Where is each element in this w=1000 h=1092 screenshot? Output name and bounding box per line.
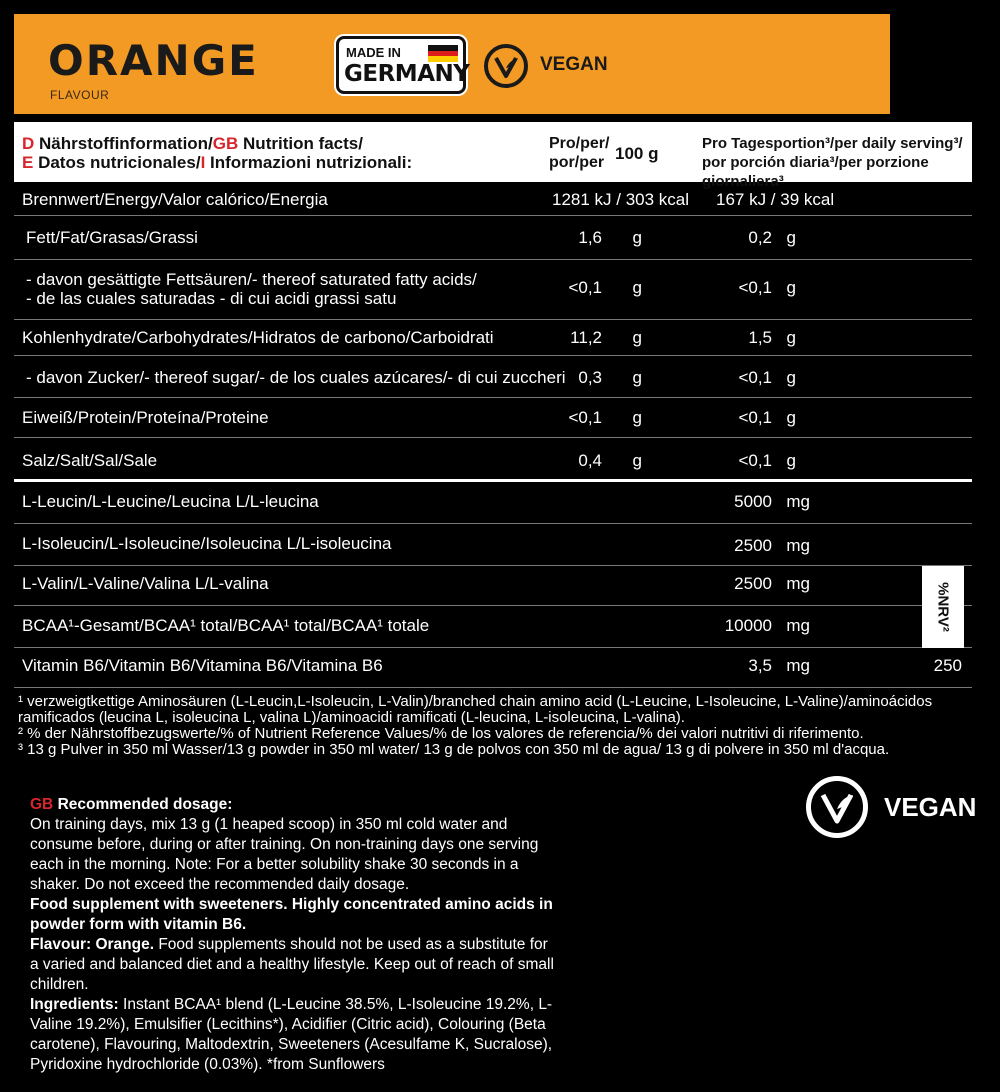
row-serving-unit: g xyxy=(786,451,796,470)
row-per100-unit: g xyxy=(632,368,642,387)
row-label: L-Leucin/L-Leucine/Leucina L/L-leucina xyxy=(22,492,319,511)
header-label-line2: Datos nutricionales/ xyxy=(38,153,201,172)
header-label-line1: Nährstoffinformation/ xyxy=(39,134,213,153)
flavour-title: ORANGE xyxy=(48,36,259,85)
row-label: BCAA¹-Gesamt/BCAA¹ total/BCAA¹ total/BCAA¹ totale xyxy=(22,616,430,635)
row-serving: 2500 xyxy=(734,574,772,593)
row-per100-unit: g xyxy=(632,451,642,470)
row-serving: 3,5 xyxy=(748,656,772,675)
warning-text: Food supplements should not be used as a substitute for a varied and balanced diet and a healthy lifestyle. Keep out of reach of small children. xyxy=(30,936,554,993)
lang-code-d: D xyxy=(22,134,35,153)
vegan-big-label: VEGAN xyxy=(884,792,977,822)
dosage-title: Recommended dosage: xyxy=(57,796,233,813)
row-label xyxy=(26,270,477,308)
row-serving-unit: mg xyxy=(786,656,810,675)
row-per100: <0,1 xyxy=(568,278,602,297)
serving-line2: por porción diaria³/per porzione giornaliera³ xyxy=(702,154,929,190)
row-serving-unit: g xyxy=(786,328,796,347)
nrv-label: %NRV² xyxy=(934,582,952,632)
table-row xyxy=(14,438,972,482)
per-100g-header xyxy=(549,134,609,172)
row-serving: <0,1 xyxy=(738,278,772,297)
table-row xyxy=(14,524,972,566)
row-label-line2: - de las cuales saturadas - di cui acidi grassi satu xyxy=(26,289,397,308)
flavour-paragraph xyxy=(30,935,560,995)
row-per100-unit: g xyxy=(632,408,642,427)
row-serving-unit: g xyxy=(786,228,796,247)
row-serving: 1,5 xyxy=(748,328,772,347)
row-per100-unit: g xyxy=(632,228,642,247)
row-label: - davon Zucker/- thereof sugar/- de los cuales azúcares/- di cui zuccheri xyxy=(26,368,566,387)
ingredients-paragraph xyxy=(30,995,560,1075)
footnotes xyxy=(18,694,978,758)
lang-code-e: E xyxy=(22,153,34,172)
row-label: Kohlenhydrate/Carbohydrates/Hidratos de carbono/Carboidrati xyxy=(22,328,494,347)
nrv-header xyxy=(922,566,964,648)
row-serving: 2500 xyxy=(734,536,772,555)
row-serving: <0,1 xyxy=(738,368,772,387)
supplement-note: Food supplement with sweeteners. Highly concentrated amino acids in powder form with vitamin B6. xyxy=(30,896,553,933)
nutrition-table xyxy=(14,122,972,690)
row-per100-unit: g xyxy=(632,328,642,347)
german-flag-icon xyxy=(428,45,458,62)
row-per100: 11,2 xyxy=(570,328,602,347)
dosage-heading xyxy=(30,795,560,815)
dosage-country-code: GB xyxy=(30,796,54,813)
table-row xyxy=(14,566,972,606)
footnote: ² % der Nährstoffbezugswerte/% of Nutrient Reference Values/% de los valores de referencia/% dei valori nutritivi di riferimento. xyxy=(18,725,864,742)
made-in-label: MADE IN xyxy=(346,45,401,60)
table-row xyxy=(14,182,972,216)
row-label: Eiweiß/Protein/Proteína/Proteine xyxy=(22,408,269,427)
row-nrv: 250 xyxy=(933,656,962,675)
flavour-label: Flavour: Orange. xyxy=(30,936,155,953)
country-label: GERMANY xyxy=(344,61,470,87)
header-label-line2b: Informazioni nutrizionali: xyxy=(210,153,413,172)
row-label-line1: - davon gesättigte Fettsäuren/- thereof saturated fatty acids/ xyxy=(26,270,477,289)
serving-line1: Pro Tagesportion³/per daily serving³/ xyxy=(702,135,963,152)
table-row xyxy=(14,320,972,356)
table-row xyxy=(14,606,972,648)
row-serving: 10000 xyxy=(724,616,772,635)
row-serving: 167 kJ / 39 kcal xyxy=(716,190,835,209)
lang-code-gb: GB xyxy=(212,134,239,153)
row-per100: 0,3 xyxy=(578,368,602,387)
table-row xyxy=(14,398,972,438)
row-serving: <0,1 xyxy=(738,451,772,470)
made-in-germany-badge xyxy=(336,36,470,94)
row-serving: 0,2 xyxy=(748,228,772,247)
ingredients-label: Ingredients: xyxy=(30,996,119,1013)
table-header-label xyxy=(22,134,412,172)
row-serving: 5000 xyxy=(734,492,772,511)
row-per100-unit: g xyxy=(632,278,642,297)
row-per100: 0,4 xyxy=(578,451,602,470)
row-serving-unit: g xyxy=(786,408,796,427)
flavour-subtitle: FLAVOUR xyxy=(50,88,110,102)
table-row xyxy=(14,356,972,398)
row-per100: <0,1 xyxy=(568,408,602,427)
row-serving-unit: mg xyxy=(786,492,810,511)
row-label: L-Valin/L-Valine/Valina L/L-valina xyxy=(22,574,269,593)
row-serving-unit: g xyxy=(786,278,796,297)
table-row xyxy=(14,260,972,320)
row-serving-unit: g xyxy=(786,368,796,387)
footnote: ³ 13 g Pulver in 350 ml Wasser/13 g powder in 350 ml water/ 13 g de polvos con 350 ml de agua/ 13 g di polvere in 350 ml d'acqua. xyxy=(18,741,890,758)
per-line1: Pro/per/ xyxy=(549,135,610,152)
footnote: ¹ verzweigtkettige Aminosäuren (L-Leucin,L-Isoleucin, L-Valin)/branched chain amino acid (L-Leucine, L-Isoleucine, L-Valine)/aminoácidos ramificados (leucina L, isoleucina L, valina L)/aminoacidi ramificati (L-leucina, L-isoleucina, L-valina). xyxy=(18,693,933,726)
row-serving: <0,1 xyxy=(738,408,772,427)
per-line2: por/per xyxy=(549,154,605,171)
vegan-label: VEGAN xyxy=(540,54,608,75)
vegan-logo-icon-large xyxy=(806,776,868,838)
row-serving-unit: mg xyxy=(786,574,810,593)
row-label: Salz/Salt/Sal/Sale xyxy=(22,451,158,470)
lang-code-i: I xyxy=(200,153,206,172)
dosage-text: On training days, mix 13 g (1 heaped scoop) in 350 ml cold water and consume before, during or after training. On non-training days one serving each in the morning. Note: For a better solubility shake 30 seconds in a shaker. Do not exceed the recommended daily dosage. xyxy=(30,816,539,893)
row-label: L-Isoleucin/L-Isoleucine/Isoleucina L/L-isoleucina xyxy=(22,534,392,553)
ingredients-text: Instant BCAA¹ blend (L-Leucine 38.5%, L-Isoleucine 19.2%, L-Valine 19.2%), Emulsifier (Lecithins*), Acidifier (Citric acid), Colouring (Beta carotene), Flavouring, Maltodextrin, Sweeteners (Acesulfame K, Sucralose), Pyridoxine hydrochloride (0.03%). *from Sunflowers xyxy=(30,996,553,1073)
row-label: Brennwert/Energy/Valor calórico/Energia xyxy=(22,190,328,209)
row-per100: 1,6 xyxy=(578,228,602,247)
vegan-logo-icon xyxy=(484,44,528,88)
flavour-header xyxy=(14,14,890,114)
row-serving-unit: mg xyxy=(786,616,810,635)
dosage-section xyxy=(30,795,560,1075)
per-amount: 100 g xyxy=(615,144,659,163)
table-row xyxy=(14,648,972,688)
table-row xyxy=(14,482,972,524)
row-label: Vitamin B6/Vitamin B6/Vitamina B6/Vitamina B6 xyxy=(22,656,383,675)
table-header xyxy=(14,122,972,190)
table-row xyxy=(14,216,972,260)
row-serving-unit: mg xyxy=(786,536,810,555)
header-label-line1b: Nutrition facts/ xyxy=(243,134,363,153)
row-per100: 1281 kJ / 303 kcal xyxy=(552,190,690,209)
row-label: Fett/Fat/Grasas/Grassi xyxy=(26,228,198,247)
